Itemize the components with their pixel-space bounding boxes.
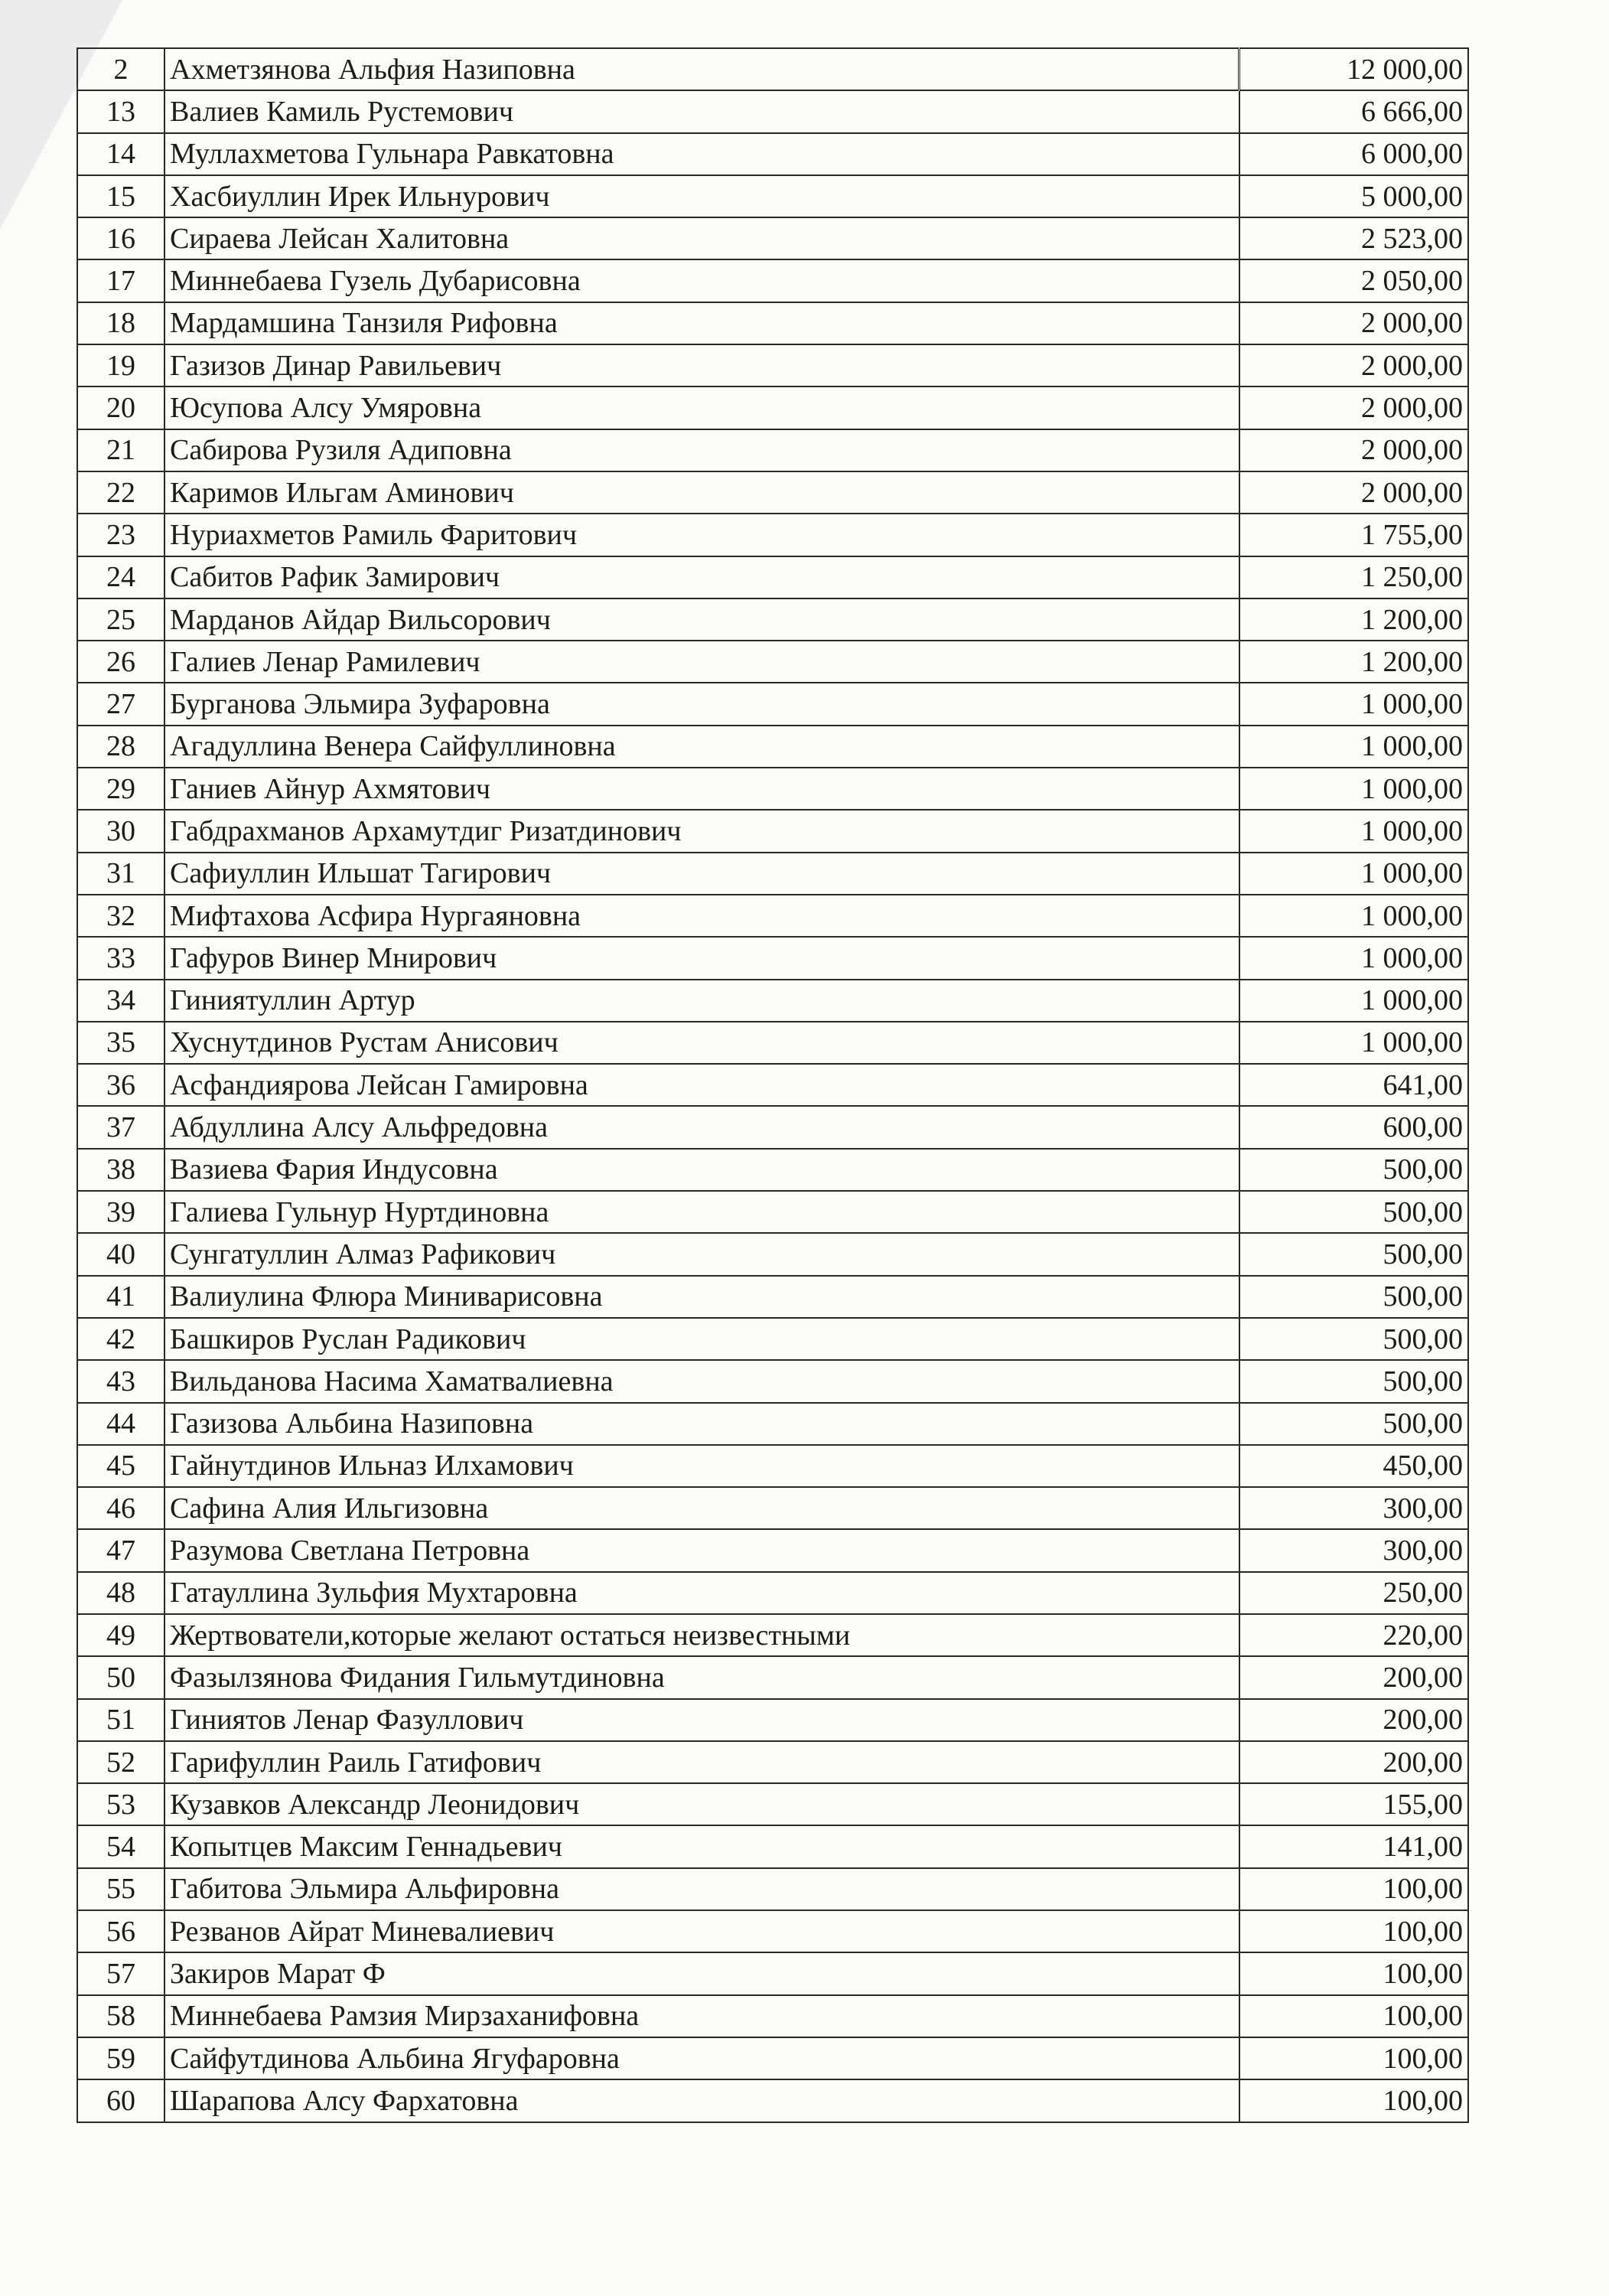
table-row <box>77 1149 1468 1191</box>
donor-name: Сафина Алия Ильгизовна <box>164 1487 1239 1529</box>
row-number: 52 <box>77 1741 164 1783</box>
donation-amount: 1 000,00 <box>1239 937 1469 979</box>
table-row <box>77 1614 1468 1656</box>
table-row <box>77 1699 1468 1741</box>
donation-amount: 100,00 <box>1239 2079 1469 2122</box>
donor-name: Вильданова Насима Хаматвалиевна <box>164 1360 1239 1402</box>
donation-amount: 1 000,00 <box>1239 810 1469 852</box>
donor-name: Жертвователи,которые желают остаться неизвестными <box>164 1614 1239 1656</box>
donation-amount: 100,00 <box>1239 1910 1469 1952</box>
row-number: 16 <box>77 217 164 259</box>
row-number: 42 <box>77 1318 164 1360</box>
table-row <box>77 853 1468 895</box>
donation-amount: 1 000,00 <box>1239 980 1469 1022</box>
table-row <box>77 1064 1468 1106</box>
table-row <box>77 1233 1468 1275</box>
row-number: 39 <box>77 1191 164 1233</box>
donation-amount: 300,00 <box>1239 1487 1469 1529</box>
row-number: 53 <box>77 1783 164 1825</box>
donation-amount: 1 250,00 <box>1239 556 1469 598</box>
donor-name: Каримов Ильгам Аминович <box>164 471 1239 514</box>
donor-name: Гарифуллин Раиль Гатифович <box>164 1741 1239 1783</box>
row-number: 46 <box>77 1487 164 1529</box>
table-row <box>77 1106 1468 1148</box>
donation-amount: 1 000,00 <box>1239 768 1469 810</box>
row-number: 15 <box>77 175 164 217</box>
donation-amount: 155,00 <box>1239 1783 1469 1825</box>
donation-amount: 500,00 <box>1239 1233 1469 1275</box>
row-number: 24 <box>77 556 164 598</box>
donation-amount: 1 755,00 <box>1239 514 1469 556</box>
row-number: 48 <box>77 1572 164 1614</box>
table-row <box>77 471 1468 514</box>
donation-amount: 1 000,00 <box>1239 726 1469 768</box>
table-row <box>77 386 1468 429</box>
donor-name: Валиев Камиль Рустемович <box>164 90 1239 132</box>
table-row <box>77 598 1468 641</box>
donation-amount: 100,00 <box>1239 2037 1469 2079</box>
donation-amount: 300,00 <box>1239 1529 1469 1571</box>
donation-amount: 500,00 <box>1239 1318 1469 1360</box>
donor-name: Хуснутдинов Рустам Анисович <box>164 1022 1239 1064</box>
row-number: 55 <box>77 1868 164 1910</box>
donor-name: Габдрахманов Архамутдиг Ризатдинович <box>164 810 1239 852</box>
donation-amount: 500,00 <box>1239 1191 1469 1233</box>
donor-name: Разумова Светлана Петровна <box>164 1529 1239 1571</box>
donor-name: Гиниятов Ленар Фазуллович <box>164 1699 1239 1741</box>
donor-name: Шарапова Алсу Фархатовна <box>164 2079 1239 2122</box>
donor-name: Копытцев Максим Геннадьевич <box>164 1825 1239 1867</box>
donor-name: Миннебаева Гузель Дубарисовна <box>164 259 1239 302</box>
table-row <box>77 1360 1468 1402</box>
row-number: 45 <box>77 1445 164 1487</box>
row-number: 26 <box>77 641 164 683</box>
row-number: 17 <box>77 259 164 302</box>
donation-amount: 220,00 <box>1239 1614 1469 1656</box>
row-number: 25 <box>77 598 164 641</box>
row-number: 35 <box>77 1022 164 1064</box>
table-row <box>77 302 1468 344</box>
table-row <box>77 1783 1468 1825</box>
table-row <box>77 2079 1468 2122</box>
row-number: 18 <box>77 302 164 344</box>
row-number: 21 <box>77 429 164 471</box>
table-row <box>77 895 1468 937</box>
donor-name: Газизова Альбина Назиповна <box>164 1403 1239 1445</box>
row-number: 30 <box>77 810 164 852</box>
donor-name: Газизов Динар Равильевич <box>164 344 1239 386</box>
donation-amount: 1 000,00 <box>1239 683 1469 725</box>
table-row <box>77 1656 1468 1698</box>
donation-amount: 1 000,00 <box>1239 1022 1469 1064</box>
row-number: 20 <box>77 386 164 429</box>
table-row <box>77 641 1468 683</box>
donor-name: Сайфутдинова Альбина Ягуфаровна <box>164 2037 1239 2079</box>
donation-amount: 641,00 <box>1239 1064 1469 1106</box>
donor-name: Сабитов Рафик Замирович <box>164 556 1239 598</box>
table-row <box>77 1868 1468 1910</box>
table-row <box>77 217 1468 259</box>
donation-amount: 1 200,00 <box>1239 641 1469 683</box>
donor-name: Гайнутдинов Ильназ Илхамович <box>164 1445 1239 1487</box>
donor-name: Гафуров Винер Мнирович <box>164 937 1239 979</box>
row-number: 37 <box>77 1106 164 1148</box>
row-number: 31 <box>77 853 164 895</box>
table-row <box>77 133 1468 175</box>
row-number: 28 <box>77 726 164 768</box>
donation-amount: 250,00 <box>1239 1572 1469 1614</box>
table-row <box>77 259 1468 302</box>
row-number: 36 <box>77 1064 164 1106</box>
table-row <box>77 175 1468 217</box>
donation-amount: 200,00 <box>1239 1656 1469 1698</box>
donation-amount: 5 000,00 <box>1239 175 1469 217</box>
row-number: 54 <box>77 1825 164 1867</box>
table-row <box>77 429 1468 471</box>
donations-table-body <box>77 48 1468 2122</box>
donation-amount: 6 000,00 <box>1239 133 1469 175</box>
row-number: 56 <box>77 1910 164 1952</box>
donation-amount: 1 200,00 <box>1239 598 1469 641</box>
table-row <box>77 726 1468 768</box>
row-number: 33 <box>77 937 164 979</box>
donation-amount: 200,00 <box>1239 1741 1469 1783</box>
table-row <box>77 1191 1468 1233</box>
donation-amount: 2 050,00 <box>1239 259 1469 302</box>
table-row <box>77 810 1468 852</box>
donation-amount: 141,00 <box>1239 1825 1469 1867</box>
donation-amount: 500,00 <box>1239 1360 1469 1402</box>
donation-amount: 500,00 <box>1239 1403 1469 1445</box>
row-number: 59 <box>77 2037 164 2079</box>
donor-name: Муллахметова Гульнара Равкатовна <box>164 133 1239 175</box>
donor-name: Марданов Айдар Вильсорович <box>164 598 1239 641</box>
row-number: 29 <box>77 768 164 810</box>
donor-name: Галиева Гульнур Нуртдиновна <box>164 1191 1239 1233</box>
row-number: 41 <box>77 1276 164 1318</box>
donor-name: Мифтахова Асфира Нургаяновна <box>164 895 1239 937</box>
donor-name: Валиулина Флюра Миниварисовна <box>164 1276 1239 1318</box>
table-row <box>77 980 1468 1022</box>
table-row <box>77 1276 1468 1318</box>
donation-amount: 2 000,00 <box>1239 471 1469 514</box>
row-number: 40 <box>77 1233 164 1275</box>
donor-name: Бурганова Эльмира Зуфаровна <box>164 683 1239 725</box>
row-number: 51 <box>77 1699 164 1741</box>
donation-amount: 500,00 <box>1239 1276 1469 1318</box>
donor-name: Сафиуллин Ильшат Тагирович <box>164 853 1239 895</box>
donor-name: Абдуллина Алсу Альфредовна <box>164 1106 1239 1148</box>
table-row <box>77 1318 1468 1360</box>
row-number: 57 <box>77 1952 164 1994</box>
table-row <box>77 1487 1468 1529</box>
row-number: 23 <box>77 514 164 556</box>
donation-amount: 100,00 <box>1239 1952 1469 1994</box>
table-row <box>77 48 1468 90</box>
donation-amount: 2 000,00 <box>1239 302 1469 344</box>
donor-name: Сабирова Рузиля Адиповна <box>164 429 1239 471</box>
table-row <box>77 937 1468 979</box>
row-number: 49 <box>77 1614 164 1656</box>
donor-name: Закиров Марат Ф <box>164 1952 1239 1994</box>
donor-name: Сунгатуллин Алмаз Рафикович <box>164 1233 1239 1275</box>
table-row <box>77 514 1468 556</box>
table-row <box>77 2037 1468 2079</box>
donation-amount: 2 000,00 <box>1239 344 1469 386</box>
donor-name: Агадуллина Венера Сайфуллиновна <box>164 726 1239 768</box>
donation-amount: 1 000,00 <box>1239 895 1469 937</box>
row-number: 58 <box>77 1995 164 2037</box>
donation-amount: 1 000,00 <box>1239 853 1469 895</box>
donation-amount: 100,00 <box>1239 1995 1469 2037</box>
donation-amount: 12 000,00 <box>1239 48 1469 90</box>
row-number: 44 <box>77 1403 164 1445</box>
donor-name: Вазиева Фария Индусовна <box>164 1149 1239 1191</box>
row-number: 50 <box>77 1656 164 1698</box>
donation-amount: 500,00 <box>1239 1149 1469 1191</box>
table-row <box>77 1995 1468 2037</box>
table-row <box>77 90 1468 132</box>
donor-name: Кузавков Александр Леонидович <box>164 1783 1239 1825</box>
row-number: 13 <box>77 90 164 132</box>
donor-name: Галиев Ленар Рамилевич <box>164 641 1239 683</box>
donor-name: Фазылзянова Фидания Гильмутдиновна <box>164 1656 1239 1698</box>
table-row <box>77 1403 1468 1445</box>
donation-amount: 450,00 <box>1239 1445 1469 1487</box>
donor-name: Юсупова Алсу Умяровна <box>164 386 1239 429</box>
donor-name: Хасбиуллин Ирек Ильнурович <box>164 175 1239 217</box>
donation-amount: 600,00 <box>1239 1106 1469 1148</box>
donor-name: Нуриахметов Рамиль Фаритович <box>164 514 1239 556</box>
table-row <box>77 1445 1468 1487</box>
donor-name: Габитова Эльмира Альфировна <box>164 1868 1239 1910</box>
row-number: 38 <box>77 1149 164 1191</box>
table-row <box>77 344 1468 386</box>
table-row <box>77 1910 1468 1952</box>
donor-name: Гиниятуллин Артур <box>164 980 1239 1022</box>
donation-amount: 2 000,00 <box>1239 429 1469 471</box>
row-number: 43 <box>77 1360 164 1402</box>
donor-name: Ганиев Айнур Ахмятович <box>164 768 1239 810</box>
donor-name: Резванов Айрат Миневалиевич <box>164 1910 1239 1952</box>
row-number: 27 <box>77 683 164 725</box>
donor-name: Миннебаева Рамзия Мирзаханифовна <box>164 1995 1239 2037</box>
table-row <box>77 1952 1468 1994</box>
table-row <box>77 1022 1468 1064</box>
table-row <box>77 768 1468 810</box>
row-number: 22 <box>77 471 164 514</box>
row-number: 60 <box>77 2079 164 2122</box>
table-row <box>77 1741 1468 1783</box>
donation-amount: 2 000,00 <box>1239 386 1469 429</box>
row-number: 2 <box>77 48 164 90</box>
table-row <box>77 1825 1468 1867</box>
row-number: 19 <box>77 344 164 386</box>
donor-name: Мардамшина Танзиля Рифовна <box>164 302 1239 344</box>
donations-table <box>77 47 1469 2123</box>
table-row <box>77 556 1468 598</box>
donation-amount: 6 666,00 <box>1239 90 1469 132</box>
donor-name: Гатауллина Зульфия Мухтаровна <box>164 1572 1239 1614</box>
donor-name: Ахметзянова Альфия Назиповна <box>164 48 1239 90</box>
table-row <box>77 1529 1468 1571</box>
donor-name: Башкиров Руслан Радикович <box>164 1318 1239 1360</box>
donor-name: Асфандиярова Лейсан Гамировна <box>164 1064 1239 1106</box>
row-number: 14 <box>77 133 164 175</box>
donor-name: Сираева Лейсан Халитовна <box>164 217 1239 259</box>
row-number: 47 <box>77 1529 164 1571</box>
donation-amount: 2 523,00 <box>1239 217 1469 259</box>
donation-amount: 200,00 <box>1239 1699 1469 1741</box>
row-number: 34 <box>77 980 164 1022</box>
table-row <box>77 1572 1468 1614</box>
row-number: 32 <box>77 895 164 937</box>
table-row <box>77 683 1468 725</box>
donation-amount: 100,00 <box>1239 1868 1469 1910</box>
